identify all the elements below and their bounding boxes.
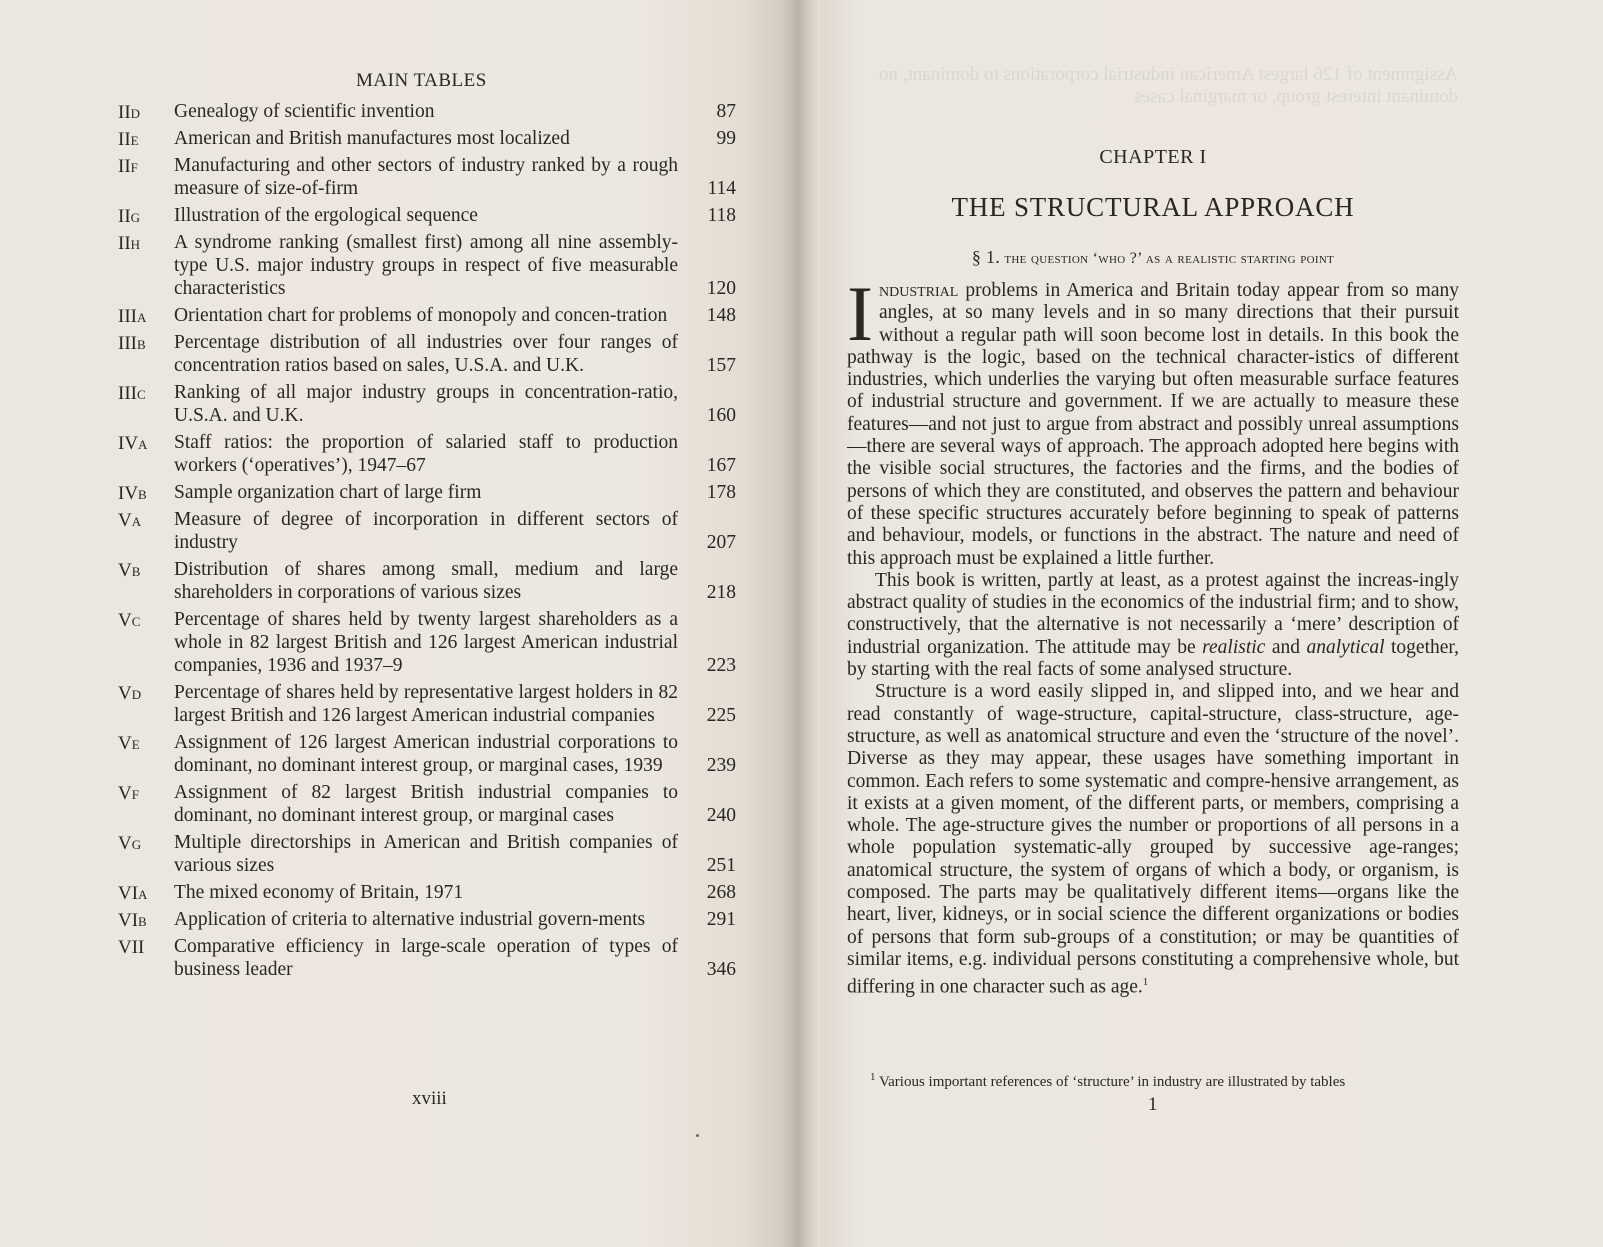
table-entry	[118, 127, 748, 150]
main-tables-list	[118, 100, 748, 985]
table-entry-title: Distribution of shares among small, medium and large shareholders in corporations of various sizes	[174, 559, 678, 603]
table-entry-title: Staff ratios: the proportion of salaried staff to production workers (‘operatives’), 1947–67	[174, 432, 678, 476]
table-entry-label: IIIc	[118, 383, 146, 404]
table-entry-title: Percentage distribution of all industries over four ranges of concentration ratios based on sales, U.S.A. and U.K.	[174, 332, 678, 376]
footnote	[870, 1068, 1460, 1091]
table-entry-page: 167	[706, 455, 736, 476]
table-entry	[118, 908, 748, 931]
table-entry	[118, 731, 748, 777]
table-entry-page: 225	[706, 705, 736, 726]
paragraph-2	[847, 570, 1459, 681]
table-entry-page: 251	[706, 855, 736, 876]
table-entry	[118, 154, 748, 200]
table-entry-page: 114	[707, 178, 736, 199]
paragraph-3-text: Structure is a word easily slipped in, and slipped into, and we hear and read constantly of wage-structure, capital-structure, class-structure, age-structure, as well as anatomical structure and even the ‘structure of the novel’. Diverse as they may appear, these usages have something important in common. Each refers to some systematic and compre-hensive arrangement, as it exists at a given moment, of the different parts, or members, comprising a whole. The age-structure gives the number or proportions of all persons in a whole population systematic-ally grouped by successive age-ranges; anatomical structure, the system of organs of which a body, or organism, is composed. The parts may be qualitatively different items—organs like the heart, liver, kidneys, or in social science the different organizations or bodies of persons that form sub-groups of a constitution; or may be quantities of similar items, e.g. individual persons constituting a comprehensive whole, but differing in one character such as age.	[847, 681, 1459, 998]
table-entry-label: Vb	[118, 560, 141, 581]
table-entry-label: IIg	[118, 206, 141, 227]
paper-speck	[696, 1134, 699, 1137]
table-entry	[118, 681, 748, 727]
table-entry-label: IIIb	[118, 333, 146, 354]
chapter-label: CHAPTER I	[1099, 146, 1207, 168]
table-entry-title: Genealogy of scientific invention	[174, 101, 435, 122]
table-entry-label: IIh	[118, 233, 141, 254]
footnote-text: Various important references of ‘structure’ in industry are illustrated by tables	[875, 1074, 1346, 1090]
section-title: the question ‘who ?’ as a realistic starting point	[1004, 250, 1335, 267]
table-entry	[118, 381, 748, 427]
table-entry-title: Percentage of shares held by twenty largest shareholders as a whole in 82 largest British and 126 largest American industrial companies, 1936 and 1937–9	[174, 609, 678, 676]
table-entry-label: Va	[118, 510, 142, 531]
table-entry	[118, 781, 748, 827]
table-entry-page: 99	[716, 128, 736, 149]
table-entry	[118, 558, 748, 604]
table-entry-page: 207	[706, 532, 736, 553]
table-entry-label: IIf	[118, 156, 138, 177]
table-entry	[118, 608, 748, 677]
table-entry-label: IVb	[118, 483, 147, 504]
table-entry	[118, 935, 748, 981]
table-entry-title: Comparative efficiency in large-scale operation of types of business leader	[174, 936, 678, 980]
table-entry	[118, 881, 748, 904]
table-entry-title: Orientation chart for problems of monopoly and concen-tration	[174, 305, 668, 326]
table-entry-title: Measure of degree of incorporation in different sectors of industry	[174, 509, 678, 553]
table-entry-label: Vf	[118, 783, 139, 804]
table-entry-title: Assignment of 82 largest British industrial companies to dominant, no dominant interest group, or marginal cases	[174, 782, 678, 826]
paragraph-1-text: problems in America and Britain today appear from so many angles, at so many levels and in so many directions that their pursuit without a regular path will soon become lost in details. In this book the pathway is the logic, based on the technical character-istics of different industries, which underlies the varying but often measurable surface features of industrial structure and government. If we are actually to measure these features—and not just to argue from abstract and possibly unreal assumptions—there are several ways of approach. The approach adopted here begins with the visible social structures, the factories and the firms, and the bodies of persons of which they are constituted, and observes the pattern and behaviour of these specific structures accurately before beginning to speak of patterns and behaviour, models, or functions in the abstract. The nature and need of this approach must be explained a little further.	[847, 280, 1459, 569]
table-entry-page: 118	[707, 205, 736, 226]
table-entry-label: Vd	[118, 683, 142, 704]
book-gutter	[780, 0, 820, 1247]
table-entry-title: American and British manufactures most localized	[174, 128, 570, 149]
table-entry	[118, 508, 748, 554]
table-entry-page: 291	[706, 909, 736, 930]
page-number-right: 1	[1148, 1094, 1158, 1115]
paragraph-2-italic-realistic: realistic	[1202, 636, 1266, 658]
table-entry-title: Multiple directorships in American and British companies of various sizes	[174, 832, 678, 876]
table-entry-label: VIa	[118, 883, 148, 904]
table-entry	[118, 204, 748, 227]
table-entry-title: Ranking of all major industry groups in concentration-ratio, U.S.A. and U.K.	[174, 382, 678, 426]
table-entry-page: 120	[706, 278, 736, 299]
table-entry-page: 160	[706, 405, 736, 426]
table-entry-title: Assignment of 126 largest American industrial corporations to dominant, no dominant interest group, or marginal cases, 1939	[174, 732, 678, 776]
table-entry-label: VIb	[118, 910, 147, 931]
table-entry-page: 148	[706, 305, 736, 326]
table-entry-page: 268	[706, 882, 736, 903]
table-entry-title: Percentage of shares held by representative largest holders in 82 largest British and 126 largest American industrial companies	[174, 682, 678, 726]
paragraph-3	[847, 681, 1459, 999]
table-entry	[118, 231, 748, 300]
table-entry-title: Application of criteria to alternative industrial govern-ments	[174, 909, 646, 930]
paragraph-2-text-c: together, by starting with the real facts of some analysed structure.	[847, 636, 1459, 681]
table-entry-page: 240	[706, 805, 736, 826]
table-entry-label: Ve	[118, 733, 140, 754]
table-entry	[118, 431, 748, 477]
table-entry-label: IIe	[118, 129, 139, 150]
table-entry-title: Illustration of the ergological sequence	[174, 205, 478, 226]
paragraph-1	[847, 270, 1459, 570]
chapter-title: THE STRUCTURAL APPROACH	[951, 192, 1355, 222]
chapter-body	[847, 270, 1459, 999]
footnote-reference: 1	[1142, 976, 1149, 989]
table-entry-page: 239	[706, 755, 736, 776]
table-entry-label: Vg	[118, 833, 142, 854]
paragraph-2-text-b: and	[1265, 636, 1307, 658]
table-entry-label: Vc	[118, 610, 141, 631]
table-entry-label: VII	[118, 937, 145, 958]
paragraph-2-italic-analytical: analytical	[1306, 636, 1385, 658]
drop-cap: I	[847, 270, 873, 357]
table-entry	[118, 831, 748, 877]
table-entry-page: 157	[706, 355, 736, 376]
table-entry	[118, 304, 748, 327]
section-heading	[850, 247, 1456, 268]
table-entry-page: 87	[716, 101, 736, 122]
table-entry-page: 223	[706, 655, 736, 676]
table-entry-title: Sample organization chart of large firm	[174, 482, 482, 503]
table-entry	[118, 481, 748, 504]
table-entry	[118, 100, 748, 123]
table-entry-label: IVa	[118, 433, 148, 454]
table-entry-label: IId	[118, 102, 141, 123]
table-entry	[118, 331, 748, 377]
paragraph-2-text-a: This book is written, partly at least, as a protest against the increas-ingly abstract quality of studies in the economics of the industrial firm; and to show, constructively, that the alternative is not necessarily a ‘mere’ description of industrial organization. The attitude may be	[847, 569, 1459, 658]
paragraph-1-lead: ndustrial	[878, 280, 959, 301]
table-entry-label: IIIa	[118, 306, 147, 327]
table-entry-page: 218	[706, 582, 736, 603]
table-entry-title: The mixed economy of Britain, 1971	[174, 882, 464, 903]
table-entry-title: Manufacturing and other sectors of industry ranked by a rough measure of size-of-firm	[174, 155, 678, 199]
section-number: § 1.	[971, 247, 1001, 267]
table-entry-page: 346	[706, 959, 736, 980]
page-number-left: xviii	[412, 1088, 447, 1109]
table-entry-page: 178	[706, 482, 736, 503]
footnote-mark: 1	[870, 1071, 876, 1083]
table-entry-title: A syndrome ranking (smallest first) among all nine assembly-type U.S. major industry groups in respect of five measurable characteristics	[174, 232, 678, 299]
main-tables-heading: MAIN TABLES	[356, 70, 487, 91]
